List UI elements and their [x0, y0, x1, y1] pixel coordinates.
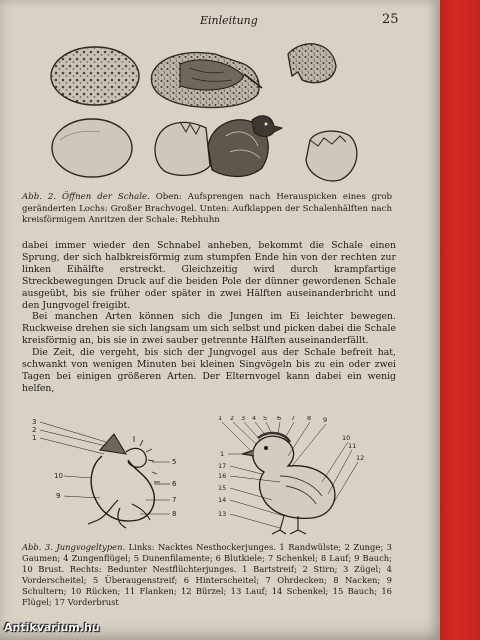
figure-2-caption-label: Abb. 3. Jungvogeltypen. — [22, 542, 126, 552]
right-label-2: 2 — [230, 416, 235, 422]
right-label-15: 15 — [218, 484, 227, 492]
figure-2-caption — [22, 542, 392, 608]
figure-1-caption-label: Abb. 2. Öffnen der Schale. — [22, 192, 150, 202]
left-label-5: 5 — [172, 458, 177, 466]
right-label-6: 6 — [277, 416, 282, 422]
figure-egg-hatching — [40, 36, 395, 188]
left-label-7: 7 — [172, 496, 177, 504]
right-label-12: 12 — [356, 454, 365, 462]
figure-chick-types — [22, 416, 422, 538]
left-label-3: 3 — [32, 418, 37, 426]
figure-2-caption-text: Links: Nacktes Nesthockerjunges. 1 Randwülste; 2 Zunge; 3 Gaumen; 4 Zungenflügel; 5 Dunenfilamente; 6 Blutkiele; 7 Schenkel; 8 Lauf; 9 Bauch; 10 Brust. Rechts: Bedunter Nestflüchterjunges. 1 Bartstreif; 2 Stirn; 3 Zügel; 4 Vorderscheitel; 5 Überaugenstreif; 6 Hinterscheitel; 7 Ohrdecken; 8 Nacken; 9 Schultern; 10 Rücken; 11 Flanken; 12 Bürzel; 13 Lauf; 14 Schenkel; 15 Bauch; 16 Flügel; 17 Vorderbrust — [22, 542, 392, 607]
left-label-2: 2 — [32, 426, 37, 434]
body-text — [22, 240, 396, 395]
left-label-1: 1 — [32, 434, 37, 442]
page-header — [0, 10, 440, 32]
paragraph-2: Bei manchen Arten können sich die Jungen im Ei leichter bewegen. Ruckweise drehen sie sich langsam um sich selbst und picken dabei die Schale kreisförmig an, bis sie in zwei sauber getrennte Hälften auseinanderfällt. — [22, 311, 396, 347]
running-head: Einleitung — [200, 14, 258, 27]
right-label-1-lower: 1 — [220, 450, 225, 458]
right-label-4: 4 — [252, 416, 257, 422]
right-label-10: 10 — [342, 434, 351, 442]
right-label-17: 17 — [218, 462, 227, 470]
watermark: Antikvarium.hu — [4, 621, 100, 634]
right-label-5: 5 — [263, 416, 268, 422]
partridge-egg-intact — [52, 119, 132, 177]
right-label-14: 14 — [218, 496, 227, 504]
paragraph-1: dabei immer wieder den Schnabel anheben, bekommt die Schale einen Sprung, der sich halbkreisförmig zum stumpfen Ende hin von der rechten zur linken Eihälfte erstreckt. Gleichzeitig wird durch krampfartige Streckbewegungen Druck auf die beiden Pole der dünner gewordenen Schale ausgeübt, bis sie früher oder später in zwei Hälften auseinanderbricht und den Jungvogel freigibt. — [22, 240, 396, 311]
left-label-6: 6 — [172, 480, 177, 488]
right-label-1: 1 — [218, 416, 223, 422]
precocial-chick-drawing — [242, 433, 335, 534]
right-label-7: 7 — [291, 416, 296, 422]
left-label-10: 10 — [54, 472, 63, 480]
partridge-egg-cracked — [155, 122, 210, 175]
right-label-16: 16 — [218, 472, 227, 480]
right-label-13: 13 — [218, 510, 227, 518]
left-label-8: 8 — [172, 510, 177, 518]
curlew-egg-intact — [51, 47, 139, 105]
right-label-9: 9 — [323, 416, 328, 424]
book-spine-edge — [436, 0, 480, 640]
altricial-chick-label-lines — [40, 422, 170, 514]
partridge-chick-hatching — [208, 116, 282, 177]
partridge-shell-half — [306, 131, 357, 181]
left-label-9: 9 — [56, 492, 61, 500]
figure-1-caption-text: Oben: Aufsprengen nach Herauspicken eines grob geränderten Lochs: Großer Brachvogel. Unten: Aufklappen der Schalenhälften nach kreisförmigem Anritzen der Schale: Rebhuhn — [22, 192, 392, 225]
right-label-3: 3 — [241, 416, 246, 422]
page-number: 25 — [382, 12, 399, 27]
paragraph-3: Die Zeit, die vergeht, bis sich der Jungvogel aus der Schale befreit hat, schwankt von wenigen Minuten bei kleinen Singvögeln bis zu ein oder zwei Tagen bei einigen größeren Arten. Der Elternvogel kann dabei ein wenig helfen, — [22, 347, 396, 394]
figure-1-caption — [22, 192, 392, 227]
right-label-8: 8 — [307, 416, 312, 422]
curlew-shell-cap — [288, 44, 336, 83]
right-label-11: 11 — [348, 442, 357, 450]
curlew-chick-in-shell — [151, 53, 262, 108]
